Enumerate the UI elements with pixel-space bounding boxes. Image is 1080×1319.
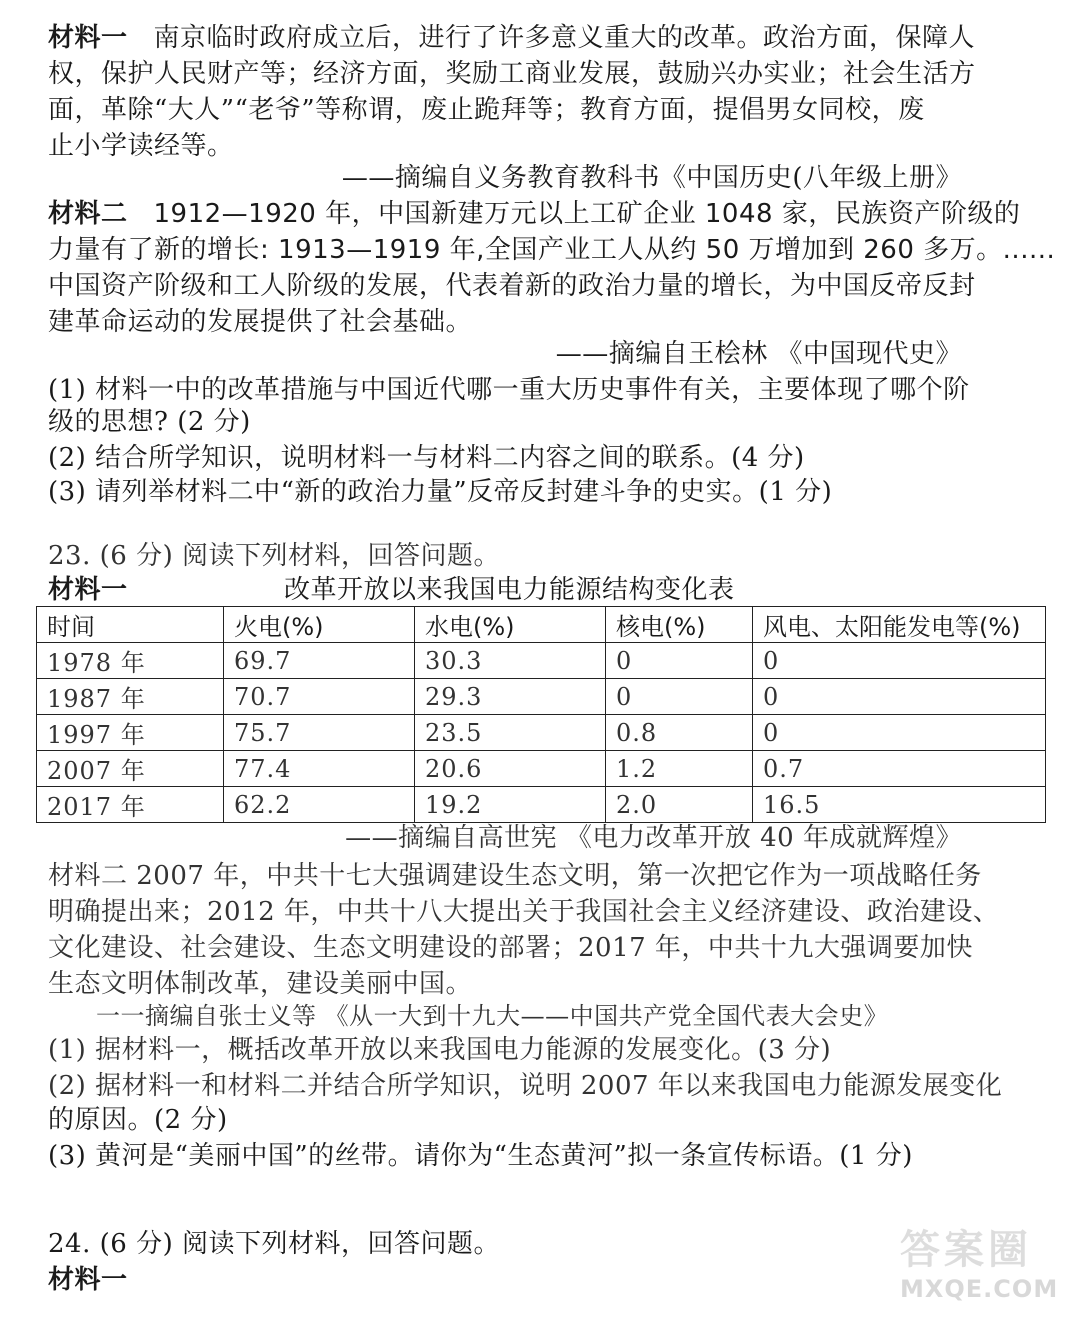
q23-question-2b: 的原因。(2 分) bbox=[48, 1105, 228, 1135]
q23-material-one-label: 材料一 bbox=[48, 575, 128, 605]
table-header-row bbox=[37, 607, 1046, 643]
material-two-line-4: 建革命运动的发展提供了社会基础。 bbox=[48, 307, 473, 337]
material-one-source: ——摘编自义务教育教科书《中国历史(八年级上册》 bbox=[341, 163, 962, 193]
energy-structure-table bbox=[36, 606, 1046, 823]
material-two-line-3: 中国资产阶级和工人阶级的发展，代表着新的政治力量的增长，为中国反帝反封 bbox=[48, 271, 976, 301]
table-cell: 1997 年 bbox=[37, 715, 224, 751]
table-cell: 1978 年 bbox=[37, 643, 224, 679]
table-source: ——摘编自高世宪 《电力改革开放 40 年成就辉煌》 bbox=[345, 823, 962, 853]
q22-question-2: (2) 结合所学知识，说明材料一与材料二内容之间的联系。(4 分) bbox=[48, 443, 805, 473]
table-row bbox=[37, 643, 1046, 679]
material-one-line-3: 面，革除“大人”“老爷”等称谓，废止跪拜等；教育方面，提倡男女同校，废 bbox=[48, 95, 925, 125]
table-cell: 77.4 bbox=[224, 751, 415, 787]
column-header: 核电(%) bbox=[606, 607, 753, 643]
q24-material-one-label: 材料一 bbox=[48, 1265, 128, 1295]
q22-question-1b: 级的思想? (2 分) bbox=[48, 407, 251, 437]
table-cell: 69.7 bbox=[224, 643, 415, 679]
q23-material-two-source: 一一摘编自张士义等 《从一大到十九大——中国共产党全国代表大会史》 bbox=[96, 1002, 889, 1030]
material-one-line-2: 权，保护人民财产等；经济方面，奖励工商业发展，鼓励兴办实业；社会生活方 bbox=[48, 59, 976, 89]
column-header: 风电、太阳能发电等(%) bbox=[753, 607, 1046, 643]
table-cell: 2.0 bbox=[606, 787, 753, 823]
q23-material-two-line-4: 生态文明体制改革，建设美丽中国。 bbox=[48, 969, 473, 999]
material-two-source: ——摘编自王桧林 《中国现代史》 bbox=[555, 339, 962, 369]
table-cell: 30.3 bbox=[415, 643, 606, 679]
table-cell: 70.7 bbox=[224, 679, 415, 715]
table-cell: 0 bbox=[606, 643, 753, 679]
q24-header: 24. (6 分) 阅读下列材料，回答问题。 bbox=[48, 1229, 500, 1259]
column-header: 火电(%) bbox=[224, 607, 415, 643]
material-one-label: 材料一 bbox=[48, 23, 128, 53]
q23-material-one-row bbox=[48, 572, 1008, 608]
watermark-logo-text: 答案圈 bbox=[900, 1227, 1032, 1273]
table-cell: 0.7 bbox=[753, 751, 1046, 787]
table-cell: 1.2 bbox=[606, 751, 753, 787]
column-header: 时间 bbox=[37, 607, 224, 643]
table-title: 改革开放以来我国电力能源结构变化表 bbox=[284, 575, 735, 605]
table-cell: 29.3 bbox=[415, 679, 606, 715]
material-one-line-4: 止小学读经等。 bbox=[48, 131, 234, 161]
q23-header: 23. (6 分) 阅读下列材料，回答问题。 bbox=[48, 541, 500, 571]
table-row bbox=[37, 751, 1046, 787]
q23-material-two-line-2: 明确提出来；2012 年，中共十八大提出关于我国社会主义经济建设、政治建设、 bbox=[48, 897, 1000, 927]
material-one-line-1: 材料一 南京临时政府成立后，进行了许多意义重大的改革。政治方面，保障人 bbox=[48, 20, 1008, 56]
table-cell: 2007 年 bbox=[37, 751, 224, 787]
q22-question-1a: (1) 材料一中的改革措施与中国近代哪一重大历史事件有关，主要体现了哪个阶 bbox=[48, 375, 970, 405]
table-cell: 23.5 bbox=[415, 715, 606, 751]
q23-question-2a: (2) 据材料一和材料二并结合所学知识，说明 2007 年以来我国电力能源发展变化 bbox=[48, 1071, 1003, 1101]
table-cell: 75.7 bbox=[224, 715, 415, 751]
table-row bbox=[37, 679, 1046, 715]
column-header: 水电(%) bbox=[415, 607, 606, 643]
watermark-domain: MXQE.COM bbox=[900, 1275, 1059, 1303]
table-cell: 19.2 bbox=[415, 787, 606, 823]
material-two-line-2: 力量有了新的增长: 1913—1919 年,全国产业工人从约 50 万增加到 260 多万。...... bbox=[48, 235, 1056, 265]
table-row bbox=[37, 715, 1046, 751]
q22-question-3: (3) 请列举材料二中“新的政治力量”反帝反封建斗争的史实。(1 分) bbox=[48, 477, 833, 507]
table-cell: 1987 年 bbox=[37, 679, 224, 715]
q23-question-3: (3) 黄河是“美丽中国”的丝带。请你为“生态黄河”拟一条宣传标语。(1 分) bbox=[48, 1141, 913, 1171]
table-row bbox=[37, 787, 1046, 823]
q23-material-two-line-3: 文化建设、社会建设、生态文明建设的部署；2017 年，中共十九大强调要加快 bbox=[48, 933, 973, 963]
table-cell: 0 bbox=[753, 679, 1046, 715]
material-two-line-1: 材料二 1912—1920 年，中国新建万元以上工矿企业 1048 家，民族资产阶级的 bbox=[48, 196, 1008, 232]
table-cell: 62.2 bbox=[224, 787, 415, 823]
table-cell: 16.5 bbox=[753, 787, 1046, 823]
table-cell: 0 bbox=[753, 715, 1046, 751]
q23-question-1: (1) 据材料一，概括改革开放以来我国电力能源的发展变化。(3 分) bbox=[48, 1035, 832, 1065]
table-cell: 0 bbox=[753, 643, 1046, 679]
table-cell: 2017 年 bbox=[37, 787, 224, 823]
table-cell: 0.8 bbox=[606, 715, 753, 751]
table-cell: 20.6 bbox=[415, 751, 606, 787]
material-two-label: 材料二 bbox=[48, 199, 128, 229]
q23-material-two-line-1: 材料二 2007 年，中共十七大强调建设生态文明，第一次把它作为一项战略任务 bbox=[48, 861, 982, 891]
site-watermark bbox=[900, 1218, 1070, 1314]
table-cell: 0 bbox=[606, 679, 753, 715]
